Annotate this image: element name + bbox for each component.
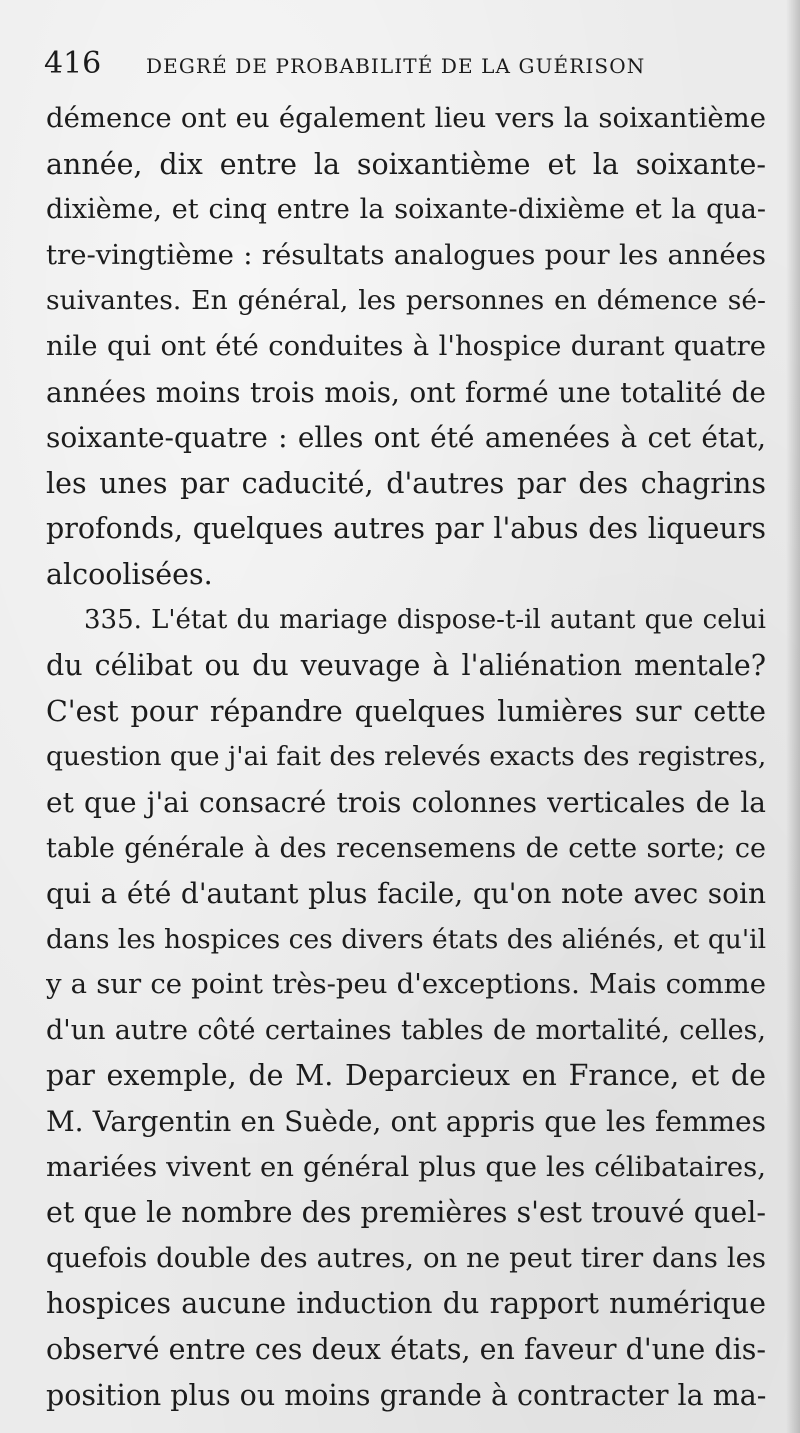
running-title: DEGRÉ DE PROBABILITÉ DE LA GUÉRISON — [146, 54, 646, 78]
text-line: par exemple, de M. Deparcieux en France, et de — [46, 1059, 766, 1093]
text-line: mariées vivent en général plus que les célibataires, — [46, 1150, 766, 1183]
text-line: tre-vingtième : résultats analogues pour les années — [46, 238, 766, 271]
text-line: observé entre ces deux états, en faveur d'une dis- — [46, 1333, 766, 1367]
section-335-start-line: 335. L'état du mariage dispose-t-il autant que celui — [84, 604, 766, 635]
text-line: suivantes. En général, les personnes en démence sé- — [46, 285, 766, 317]
text-line: et que j'ai consacré trois colonnes verticales de la — [46, 785, 766, 819]
text-line: années moins trois mois, ont formé une totalité de — [46, 375, 766, 409]
text-line: quefois double des autres, on ne peut tirer dans les — [46, 1241, 766, 1274]
text-line: les unes par caducité, d'autres par des chagrins — [46, 466, 766, 500]
text-line: année, dix entre la soixantième et la soixante- — [46, 147, 766, 181]
paragraph-end-line: alcoolisées. — [46, 557, 213, 591]
text-line: soixante-quatre : elles ont été amenées à cet état, — [46, 421, 766, 455]
text-line: du célibat ou du veuvage à l'aliénation mentale? — [46, 649, 766, 683]
text-line: hospices aucune induction du rapport numérique — [46, 1287, 766, 1321]
text-line: y a sur ce point très-peu d'exceptions. Mais comme — [46, 968, 766, 1001]
text-line: qui a été d'autant plus facile, qu'on note avec soin — [46, 877, 766, 911]
running-head — [44, 44, 764, 84]
text-line: et que le nombre des premières s'est trouvé quel- — [46, 1196, 766, 1230]
text-line: d'un autre côté certaines tables de mortalité, celles, — [46, 1014, 766, 1046]
text-line: nile qui ont été conduites à l'hospice durant quatre — [46, 329, 766, 362]
body-text — [46, 96, 766, 1418]
page-edge-shadow — [786, 0, 800, 1433]
text-line: position plus ou moins grande à contracter la ma- — [46, 1378, 766, 1412]
text-line: dixième, et cinq entre la soixante-dixième et la qua- — [46, 194, 766, 226]
text-line: démence ont eu également lieu vers la soixantième — [46, 102, 766, 134]
text-line: C'est pour répandre quelques lumières sur cette — [46, 694, 766, 728]
text-line: M. Vargentin en Suède, ont appris que les femmes — [46, 1105, 766, 1139]
text-line: table générale à des recensemens de cette sorte; ce — [46, 832, 766, 864]
text-line: question que j'ai fait des relevés exacts des registres, — [46, 741, 766, 773]
text-line: dans les hospices ces divers états des aliénés, et qu'il — [46, 923, 766, 955]
page-number: 416 — [44, 46, 102, 81]
text-line: profonds, quelques autres par l'abus des liqueurs — [46, 512, 766, 546]
